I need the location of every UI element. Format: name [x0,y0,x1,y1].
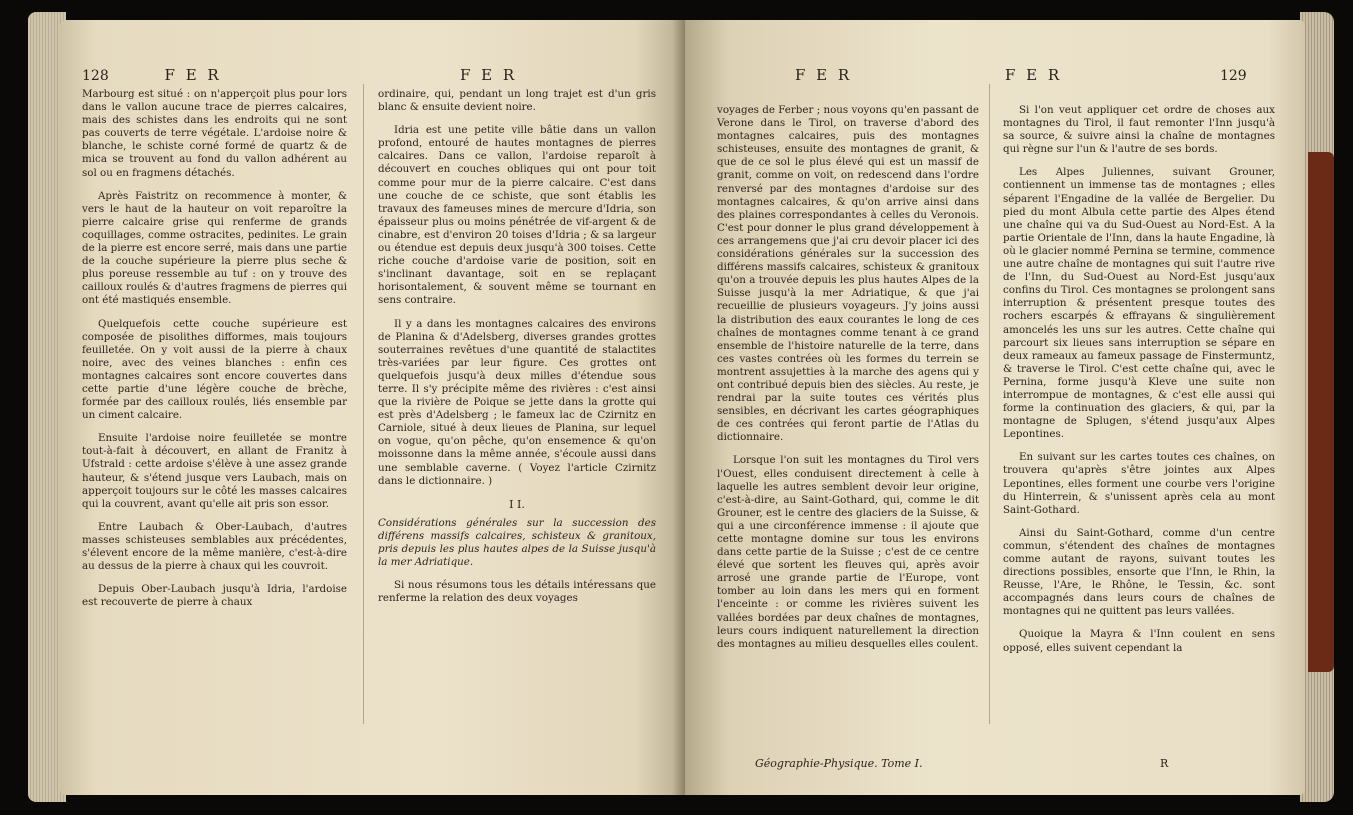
paragraph: Marbourg est situé : on n'apperçoit plus pour lors dans le vallon aucune trace de pierres calcaires, mais des schistes dans les endroits qui ne sont pas couverts de terre végétale. L'ardoise noire & blanche, le schiste corné formé de quartz & de mica se trouvent au fond du vallon adhérent au sol ou en fragmens détachés. [82,88,347,179]
paragraph: Ainsi du Saint-Gothard, comme d'un centre commun, s'étendent des chaînes de montagnes comme autant de rayons, suivant toutes les directions possibles, ensorte que l'Inn, le Rhin, la Reusse, l'Are, le Rhône, le Tessin, &c. sont accompagnés dans leurs cours de chaînes de montagnes qui ne quittent pas leurs vallées. [1003,526,1275,618]
paragraph: Il y a dans les montagnes calcaires des environs de Planina & d'Adelsberg, diverses grandes grottes souterraines revêtues d'une quantité de stalactites très-variées par leur figure. Ces grottes ont quelquefois jusqu'à deux milles d'étendue sous terre. Il s'y précipite même des rivières : c'est ainsi que la rivière de Poique se jette dans la grotte qui est près d'Adelsberg ; le fameux lac de Czirnitz en Carniole, situé à deux lieues de Planina, sur lequel on vogue, qu'on pêche, qu'on ensemence & qu'on moissonne dans la même année, s'écoule aussi dans une semblable caverne. ( Voyez l'article Czirnitz dans le dictionnaire. ) [378,317,656,487]
column-divider [363,84,364,724]
paragraph: Idria est une petite ville bâtie dans un vallon profond, entouré de hautes montagnes de pierres calcaires. Dans ce vallon, l'ardoise reparoît à découvert en couches obliques qui ont pour toit comme pour mur de la pierre calcaire. C'est dans une couche de ce schiste, que sont établis les travaux des fameuses mines de mercure d'Idria, son épaisseur plus ou moins pénétrée de vif-argent & de cinabre, est d'environ 20 toises d'Idria ; & sa largeur ou étendue est depuis deux jusqu'à 300 toises. Cette riche couche d'ardoise varie de position, soit en s'inclinant davantage, soit en se replaçant horisontalement, & souvent même se tournant en sens contraire. [378,124,656,307]
section-number: I I. [509,497,525,511]
paragraph: En suivant sur les cartes toutes ces chaînes, on trouvera qu'après s'être jointes aux Alpes Lepontines, elles forment une courbe vers l'origine du Hinterrein, & s'unissent après cela au mont Saint-Gothard. [1003,451,1275,516]
right-page-header [1005,66,1247,84]
paragraph: Quoique la Mayra & l'Inn coulent en sens opposé, elles suivent cependant la [1003,628,1275,654]
paragraph: Si nous résumons tous les détails intéressans que renferme la relation des deux voyages [378,579,656,605]
paragraph: Ensuite l'ardoise noire feuilletée se montre tout-à-fait à découvert, en allant de Franitz à Ufstrald : cette ardoise s'élève à une assez grande hauteur, & s'étend jusque vers Laubach, mais on apperçoit toujours sur le côté les masses calcaires qui la couvrent, avant qu'elle ait pris son essor. [82,432,347,510]
left-column-2 [378,88,656,615]
paragraph: voyages de Ferber ; nous voyons qu'en passant de Verone dans le Tirol, on traverse d'abord des montagnes calcaires, puis des montagnes schisteuses, ensuite des montagnes de granit, & que de ce sol le plus élevé qui est un massif de granit, comme on voit, on redescend dans l'ordre renversé par des montagnes d'ardoise sur des montagnes calcaires, & qu'on arrive ainsi dans des plaines correspondantes à celles du Veronois. C'est pour donner le plus grand développement à ces arrangemens que j'ai cru devoir placer ici des considérations générales sur la succession des différens massifs calcaires, schisteux & granitoux qu'on a trouvée depuis les plus hautes Alpes de la Suisse jusqu'à la mer Adriatique, & que j'ai recueillie de plusieurs voyageurs. J'y joins aussi la distribution des eaux courantes le long de ces chaînes de montagnes comme tenant à ce grand ensemble de l'histoire naturelle de la terre, dans ces vastes contrées où les formes du terrein se montrent assujetties à la marche des agens qui y ont contribué depuis bien des siècles. Au reste, je rendrai par la suite toutes ces vérités plus sensibles, en décrivant les cartes géographiques de ces contrées qui feront partie de l'Atlas du dictionnaire. [717,104,979,444]
right-column-2 [1003,104,1275,665]
paragraph: ordinaire, qui, pendant un long trajet est d'un gris blanc & ensuite devient noire. [378,88,656,114]
page-footer: Géographie-Physique. Tome I. [755,757,923,770]
right-running-head-1: F E R [795,66,853,84]
paragraph: Après Faistritz on recommence à monter, & vers le haut de la hauteur on voit reparoître la pierre calcaire grise qui renferme de grands coquillages, comme ostracites, pedinites. Le grain de la pierre est encore serré, mais dans une partie de la couche supérieure la pierre plus seche & plus poreuse ressemble au tuf : on y trouve des cailloux roulés & d'autres fragmens de pierres qui ont été mastiqués ensemble. [82,189,347,307]
open-book [20,8,1340,808]
paragraph: Lorsque l'on suit les montagnes du Tirol vers l'Ouest, elles conduisent directement à celle à laquelle les autres semblent devoir leur origine, c'est-à-dire, au Saint-Gothard, qui, comme le dit Grouner, est le centre des glaciers de la Suisse, & qui a une circonférence immense : il ajoute que cette montagne domine sur tous les environs dans cette partie de la Suisse ; c'est de ce centre élevé que sortent les fleuves qui, après avoir arrosé une grande partie de l'Europe, vont tomber au loin dans les mers qui en forment l'enceinte : or comme les rivières suivent les vallées bordées par deux chaînes de montagnes, leurs cours indiquent naturellement la direction des montagnes au milieu desquelles elles coulent. [717,454,979,650]
page-edges-right [1300,12,1334,802]
right-page [685,20,1305,795]
left-running-head-1: F E R [164,66,222,84]
left-running-head-2: F E R [460,66,518,84]
column-divider [989,84,990,724]
paragraph: Si l'on veut appliquer cet ordre de choses aux montagnes du Tirol, il faut remonter l'Inn jusqu'à sa source, & suivre ainsi la chaîne de montagnes qui règne sur l'un & l'autre de ses bords. [1003,104,1275,156]
signature-mark: R [1160,757,1169,770]
paragraph: Entre Laubach & Ober-Laubach, d'autres masses schisteuses semblables aux précédentes, s'élevent encore de la même manière, c'est-à-dire au dessus de la pierre à chaux qui les couvroit. [82,520,347,573]
cover-band [1308,152,1334,672]
section-summary: Considérations générales sur la succession des différens massifs calcaires, schisteux & granitoux, pris depuis les plus hautes alpes de la Suisse jusqu'à la mer Adriatique. [378,516,656,569]
right-running-head-2: F E R [1005,66,1063,84]
paragraph: Depuis Ober-Laubach jusqu'à Idria, l'ardoise est recouverte de pierre à chaux [82,583,347,609]
right-column-1 [717,104,979,661]
left-column-1 [82,88,347,619]
right-page-number: 129 [1219,68,1247,84]
paragraph: Quelquefois cette couche supérieure est composée de pisolithes difformes, mais toujours feuilletée. On y voit aussi de la pierre à chaux noire, avec des veines blanches : enfin ces montagnes calcaires sont encore couvertes dans cette partie d'une légère couche de brèche, formée par des cailloux roulés, liés ensemble par un ciment calcaire. [82,317,347,422]
left-page-number: 128 [82,68,109,84]
left-page-header [82,66,222,84]
paragraph: Les Alpes Juliennes, suivant Grouner, contiennent un immense tas de montagnes ; elles séparent l'Engadine de la vallée de Bergelier. Du pied du mont Albula cette partie des Alpes étend une chaîne qui va du Sud-Ouest au Nord-Est. A la partie Orientale de l'Inn, dans la haute Engadine, là où le glacier nommé Pernina se termine, commence une autre chaîne de montagnes qui suit l'autre rive de l'Inn, du Sud-Ouest au Nord-Est jusqu'aux confins du Tirol. Ces montagnes se prolongent sans interruption & présentent presque toutes des rochers escarpés & effrayans & singulièrement amoncelés les uns sur les autres. Cette chaîne qui parcourt six lieues sans interruption se sépare en deux rameaux au fameux passage de Finstermuntz, & traverse le Tirol. C'est cette chaîne qui, avec le Pernina, forme jusqu'à Kleve une suite non interrompue de montagnes, & c'est elle aussi qui forme la continuation des glaciers, & qui, par la montagne de Splugen, s'étend jusqu'aux Alpes Lepontines. [1003,166,1275,441]
left-page [60,20,685,795]
